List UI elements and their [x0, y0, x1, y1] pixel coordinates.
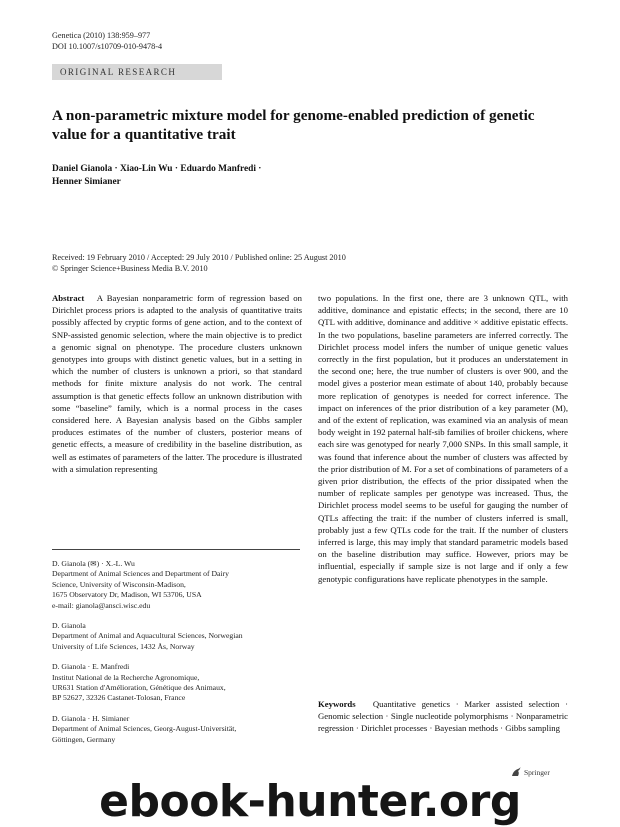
publication-dates — [52, 252, 572, 274]
affiliation-authors: D. Gianola — [52, 621, 86, 631]
dates-line: Received: 19 February 2010 / Accepted: 29 July 2010 / Published online: 25 August 2010 — [52, 253, 346, 262]
abstract-column-1 — [52, 292, 302, 475]
affiliation-authors: D. Gianola (✉) · X.-L. Wu — [52, 559, 135, 568]
affiliation-line: University of Life Sciences, 1432 Ås, Norway — [52, 641, 195, 651]
affiliation-line: Department of Animal and Aquacultural Sciences, Norwegian — [52, 631, 243, 641]
affiliation-block — [52, 559, 302, 611]
copyright-line: © Springer Science+Business Media B.V. 2010 — [52, 264, 208, 273]
affiliation-block — [52, 662, 302, 704]
authors — [52, 163, 352, 189]
journal-doi: DOI 10.1007/s10709-010-9478-4 — [52, 42, 163, 51]
footnote-divider — [52, 549, 300, 550]
keywords-label: Keywords — [318, 699, 356, 709]
affiliation-line: Göttingen, Germany — [52, 734, 116, 744]
affiliation-block — [52, 714, 302, 745]
journal-citation: Genetica (2010) 138:959–977 — [52, 31, 151, 40]
affiliation-line: Department of Animal Sciences, Georg-August-Universität, — [52, 724, 237, 734]
affiliation-line: Institut National de la Recherche Agronomique, — [52, 672, 200, 682]
affiliation-line: Department of Animal Sciences and Department of Dairy — [52, 569, 229, 579]
abstract-column-2 — [318, 292, 568, 585]
keywords — [318, 698, 568, 735]
watermark: ebook-hunter.org — [99, 776, 521, 827]
article-title: A non-parametric mixture model for genome-enabled prediction of genetic value for a quantitative trait — [52, 107, 535, 143]
affiliation-authors: D. Gianola · E. Manfredi — [52, 662, 130, 672]
authors-line-1: Daniel Gianola · Xiao-Lin Wu · Eduardo Manfredi · — [52, 164, 262, 174]
affiliation-line: Science, University of Wisconsin-Madison, — [52, 579, 186, 589]
keywords-text: Quantitative genetics · Marker assisted selection · Genomic selection · Single nucleotide polymorphisms · Nonparametric regression · Dirichlet processes · Bayesian methods · Gibbs sampling — [318, 699, 568, 734]
affiliation-line[interactable]: e-mail: gianola@ansci.wisc.edu — [52, 600, 151, 610]
affiliation-block — [52, 621, 302, 652]
journal-meta — [52, 30, 162, 52]
affiliation-line: UR631 Station d'Amélioration, Génétique des Animaux, — [52, 683, 226, 693]
authors-line-2: Henner Simianer — [52, 177, 121, 187]
abstract-label: Abstract — [52, 293, 85, 303]
abstract-text-part-2: two populations. In the first one, there are 3 unknown QTL, with additive, dominance and epistatic effects; in the second, there are 10 QTL with additive, dominance and additive × additive epistatic effects. In the two populations, baseline parameters are inferred correctly. The Dirichlet process model infers the number of unique genetic values correctly in the first population, but it produces an understatement in the second one; here, the true number of clusters is over 900, and the model gives a posterior mean estimate of about 140, probably because more replication of genotypes is needed for correct inference. The impact on inferences of the prior distribution of a key parameter (M), and of the extent of replication, was examined via an analysis of mean body weight in 192 paternal half-sib families of broiler chickens, where each sire was genotyped for nearly 7,000 SNPs. In this small sample, it was found that inference about the number of clusters was affected by the prior distribution of M. For a set of combinations of parameters of a given prior distribution, the effects of the prior dissipated when the number of replicate samples per genotype was increased. Thus, the Dirichlet process model seems to be useful for gauging the number of QTLs affecting the trait: if the number of clusters inferred is small, probably just a few QTLs code for the trait. If the number of clusters inferred is large, this may imply that standard parametric models based on the baseline distribution may suffice. However, priors may be influential, especially if sample size is not large and if only a few genotypic configurations have replicate phenotypes in the sample. — [318, 293, 568, 584]
publisher-name: Springer — [524, 767, 550, 777]
affiliation-line: BP 52627, 32326 Castanet-Tolosan, France — [52, 693, 186, 703]
section-tag: ORIGINAL RESEARCH — [52, 64, 222, 80]
abstract-text-part-1: A Bayesian nonparametric form of regression based on Dirichlet process priors is adapted to the analysis of quantitative traits possibly affected by cryptic forms of gene action, and to the context of SNP-assisted genomic selection, where the main objective is to predict a genomic signal on phenotype. The procedure clusters unknown genotypes into groups with distinct genetic values, but in a setting in which the number of clusters is unknown a priori, so that standard methods for finite mixture analysis do not work. The central assumption is that genetic effects follow an unknown distribution with some “baseline” family, which is a normal process in the cases considered here. A Bayesian analysis based on the Gibbs sampler produces estimates of the number of clusters, posterior means of genetic effects, a measure of credibility in the baseline distribution, as well as estimates of parameters of the latter. The procedure is illustrated with a simulation representing — [52, 293, 302, 474]
affiliations — [52, 559, 302, 755]
affiliation-line: 1675 Observatory Dr, Madison, WI 53706, USA — [52, 590, 202, 600]
affiliation-authors: D. Gianola · H. Simianer — [52, 713, 130, 723]
